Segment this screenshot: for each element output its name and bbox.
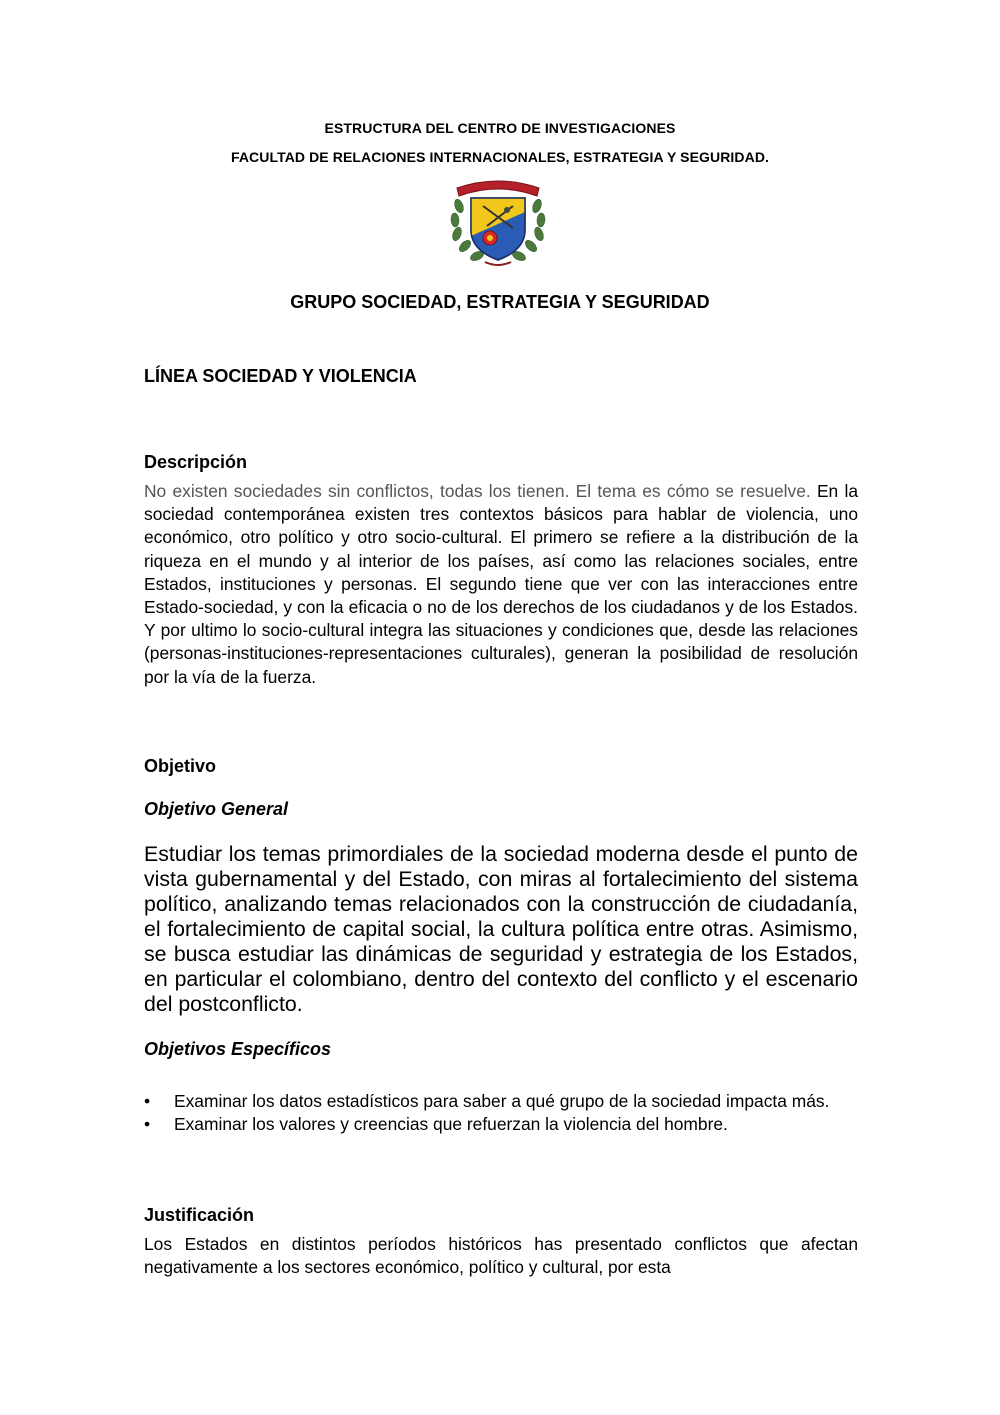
justificacion-heading: Justificación — [144, 1205, 255, 1225]
descripcion-heading: Descripción — [144, 452, 248, 472]
list-item: • Examinar los datos estadísticos para saber a qué grupo de la sociedad impacta más. — [144, 1091, 830, 1111]
list-item: • Examinar los valores y creencias que refuerzan la violencia del hombre. — [144, 1114, 728, 1134]
descripcion-text — [144, 480, 858, 689]
descripcion-lead: No existen sociedades sin conflictos, todas los tienen. El tema es cómo se resuelve. — [144, 481, 811, 501]
bullet-icon: • — [144, 1114, 151, 1134]
objetivo-heading: Objetivo — [144, 756, 217, 776]
objetivos-especificos-list — [144, 1090, 858, 1136]
group-title: GRUPO SOCIEDAD, ESTRATEGIA Y SEGURIDAD — [290, 292, 710, 312]
line-title: LÍNEA SOCIEDAD Y VIOLENCIA — [144, 366, 417, 386]
objetivos-especificos-heading: Objetivos Específicos — [144, 1039, 332, 1059]
objetivo-general-heading: Objetivo General — [144, 799, 289, 819]
header-line-2: FACULTAD DE RELACIONES INTERNACIONALES, ESTRATEGIA Y SEGURIDAD. — [230, 149, 770, 165]
descripcion-body: En la sociedad contemporánea existen tres contextos básicos para hablar de violencia, uno económico, otro político y otro socio-cultural. El primero se refiere a la distribución de la riqueza en el mundo y al interior de los países, así como las relaciones sociales, entre Estados, instituciones y personas. El segundo tiene que ver con las interacciones entre Estado-sociedad, y con la eficacia o no de los derechos de los ciudadanos y de los Estados. Y por ultimo lo socio-cultural integra las situaciones y condiciones que, desde las relaciones (personas-instituciones-representaciones culturales), generan la posibilidad de resolución por la vía de la fuerza. — [144, 481, 858, 687]
university-coat-of-arms-icon — [447, 176, 549, 270]
objetivo-general-text: Estudiar los temas primordiales de la sociedad moderna desde el punto de vista gubernamental y del Estado, con miras al fortalecimiento del sistema político, analizando temas relacionados con la construcción de ciudadanía, el fortalecimiento de capital social, la cultura política entre otras. Asimismo, se busca estudiar las dinámicas de seguridad y estrategia de los Estados, en particular el colombiano, dentro del contexto del conflicto y el escenario del postconflicto. — [144, 842, 858, 1016]
bullet-icon: • — [144, 1091, 151, 1111]
header-line-1: ESTRUCTURA DEL CENTRO DE INVESTIGACIONES — [324, 120, 676, 136]
justificacion-text: Los Estados en distintos períodos históricos has presentado conflictos que afectan negativamente a los sectores económico, político y cultural, por esta — [144, 1234, 858, 1278]
